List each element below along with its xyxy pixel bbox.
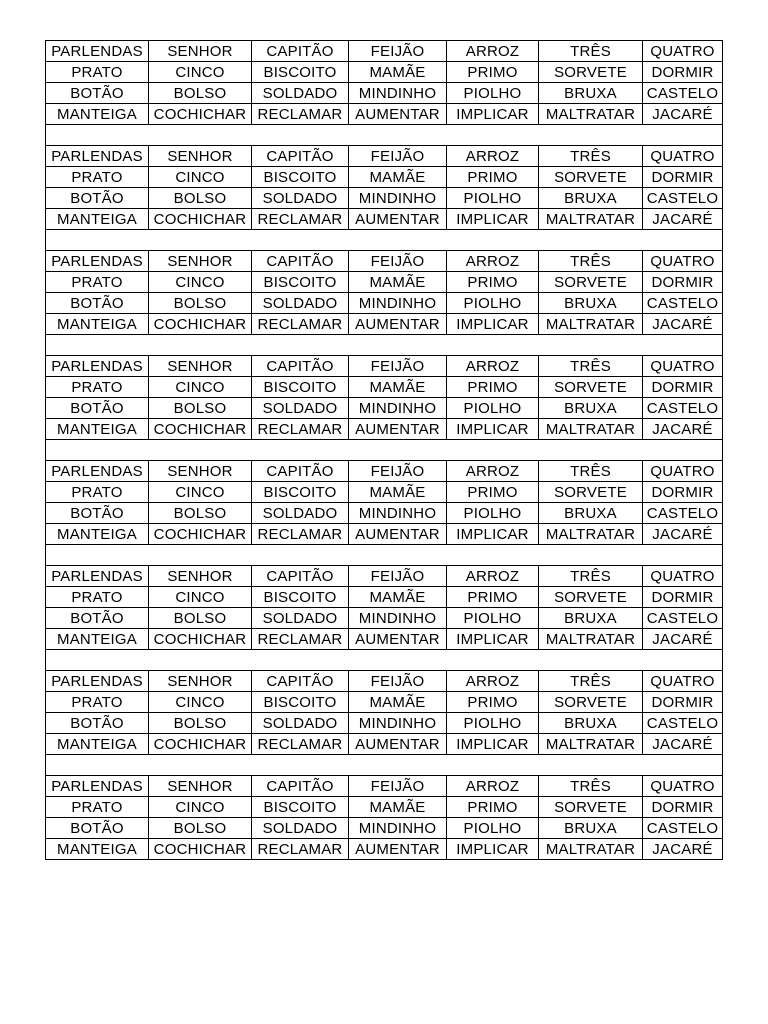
word-cell: IMPLICAR — [447, 524, 539, 545]
word-cell: TRÊS — [539, 356, 643, 377]
word-row — [46, 293, 723, 314]
word-cell: FEIJÃO — [349, 146, 447, 167]
word-cell: AUMENTAR — [349, 104, 447, 125]
word-cell: PRATO — [46, 377, 149, 398]
word-cell: BISCOITO — [252, 377, 349, 398]
word-row — [46, 608, 723, 629]
word-cell: PRIMO — [447, 482, 539, 503]
word-cell: CAPITÃO — [252, 251, 349, 272]
word-cell: IMPLICAR — [447, 734, 539, 755]
word-cell: MANTEIGA — [46, 314, 149, 335]
word-cell: SENHOR — [149, 671, 252, 692]
word-cell: AUMENTAR — [349, 314, 447, 335]
word-table-body — [46, 41, 723, 860]
word-cell: ARROZ — [447, 461, 539, 482]
word-cell: BOTÃO — [46, 818, 149, 839]
word-cell: CINCO — [149, 167, 252, 188]
word-cell: PARLENDAS — [46, 356, 149, 377]
word-cell: SENHOR — [149, 251, 252, 272]
word-cell: CINCO — [149, 377, 252, 398]
word-cell: QUATRO — [643, 566, 723, 587]
word-cell: BOTÃO — [46, 713, 149, 734]
word-cell: PIOLHO — [447, 713, 539, 734]
word-cell: JACARÉ — [643, 839, 723, 860]
word-row — [46, 419, 723, 440]
spacer-row — [46, 545, 723, 566]
word-cell: CASTELO — [643, 713, 723, 734]
word-cell: MAMÃE — [349, 587, 447, 608]
word-cell: BOTÃO — [46, 503, 149, 524]
word-cell: MANTEIGA — [46, 419, 149, 440]
word-cell: PRIMO — [447, 272, 539, 293]
word-cell: PIOLHO — [447, 83, 539, 104]
word-cell: SORVETE — [539, 377, 643, 398]
word-sheet — [45, 40, 722, 860]
word-cell: JACARÉ — [643, 734, 723, 755]
word-cell: MANTEIGA — [46, 104, 149, 125]
word-cell: COCHICHAR — [149, 209, 252, 230]
word-cell: SOLDADO — [252, 188, 349, 209]
word-cell: QUATRO — [643, 461, 723, 482]
word-row — [46, 503, 723, 524]
word-cell: AUMENTAR — [349, 524, 447, 545]
word-cell: SORVETE — [539, 587, 643, 608]
word-row — [46, 692, 723, 713]
word-cell: PRATO — [46, 797, 149, 818]
word-cell: JACARÉ — [643, 629, 723, 650]
word-cell: CAPITÃO — [252, 146, 349, 167]
word-cell: PRATO — [46, 692, 149, 713]
word-cell: BOLSO — [149, 293, 252, 314]
word-cell: MINDINHO — [349, 293, 447, 314]
word-cell: MANTEIGA — [46, 209, 149, 230]
word-cell: RECLAMAR — [252, 104, 349, 125]
word-cell: IMPLICAR — [447, 314, 539, 335]
word-cell: CINCO — [149, 62, 252, 83]
spacer-row — [46, 335, 723, 356]
word-cell: COCHICHAR — [149, 524, 252, 545]
word-cell: MINDINHO — [349, 83, 447, 104]
word-row — [46, 167, 723, 188]
word-cell: FEIJÃO — [349, 671, 447, 692]
word-cell: JACARÉ — [643, 524, 723, 545]
word-cell: DORMIR — [643, 482, 723, 503]
word-cell: PIOLHO — [447, 188, 539, 209]
word-row — [46, 41, 723, 62]
word-cell: BOTÃO — [46, 398, 149, 419]
word-cell: ARROZ — [447, 356, 539, 377]
word-row — [46, 566, 723, 587]
word-cell: COCHICHAR — [149, 734, 252, 755]
spacer-cell — [46, 230, 723, 251]
word-cell: ARROZ — [447, 671, 539, 692]
word-cell: TRÊS — [539, 566, 643, 587]
word-cell: PRIMO — [447, 692, 539, 713]
word-cell: SOLDADO — [252, 293, 349, 314]
word-cell: MAMÃE — [349, 272, 447, 293]
word-row — [46, 818, 723, 839]
word-row — [46, 797, 723, 818]
word-cell: SOLDADO — [252, 818, 349, 839]
word-cell: RECLAMAR — [252, 209, 349, 230]
word-cell: DORMIR — [643, 62, 723, 83]
word-cell: ARROZ — [447, 776, 539, 797]
word-cell: SENHOR — [149, 776, 252, 797]
word-cell: COCHICHAR — [149, 629, 252, 650]
word-cell: PRATO — [46, 272, 149, 293]
word-cell: TRÊS — [539, 251, 643, 272]
word-cell: CASTELO — [643, 83, 723, 104]
word-cell: SORVETE — [539, 62, 643, 83]
word-cell: IMPLICAR — [447, 419, 539, 440]
word-cell: PRATO — [46, 62, 149, 83]
word-cell: PRIMO — [447, 797, 539, 818]
word-cell: TRÊS — [539, 671, 643, 692]
word-row — [46, 356, 723, 377]
spacer-row — [46, 230, 723, 251]
spacer-cell — [46, 440, 723, 461]
word-cell: FEIJÃO — [349, 41, 447, 62]
word-cell: SORVETE — [539, 797, 643, 818]
word-cell: MALTRATAR — [539, 734, 643, 755]
word-cell: MALTRATAR — [539, 419, 643, 440]
word-cell: COCHICHAR — [149, 104, 252, 125]
word-cell: PRATO — [46, 482, 149, 503]
word-cell: COCHICHAR — [149, 419, 252, 440]
word-row — [46, 524, 723, 545]
word-cell: PARLENDAS — [46, 146, 149, 167]
word-cell: CAPITÃO — [252, 671, 349, 692]
word-cell: MINDINHO — [349, 503, 447, 524]
word-cell: IMPLICAR — [447, 839, 539, 860]
word-cell: DORMIR — [643, 587, 723, 608]
word-cell: BISCOITO — [252, 272, 349, 293]
word-row — [46, 209, 723, 230]
word-cell: FEIJÃO — [349, 251, 447, 272]
word-cell: CINCO — [149, 272, 252, 293]
word-cell: IMPLICAR — [447, 209, 539, 230]
word-cell: PARLENDAS — [46, 41, 149, 62]
word-cell: QUATRO — [643, 251, 723, 272]
word-cell: MALTRATAR — [539, 839, 643, 860]
word-cell: SENHOR — [149, 461, 252, 482]
word-cell: ARROZ — [447, 146, 539, 167]
word-cell: PIOLHO — [447, 398, 539, 419]
spacer-row — [46, 440, 723, 461]
word-row — [46, 104, 723, 125]
word-cell: BOLSO — [149, 398, 252, 419]
word-cell: BRUXA — [539, 503, 643, 524]
word-cell: MAMÃE — [349, 377, 447, 398]
word-cell: CINCO — [149, 482, 252, 503]
word-cell: BRUXA — [539, 608, 643, 629]
word-row — [46, 587, 723, 608]
word-cell: SORVETE — [539, 167, 643, 188]
word-cell: CASTELO — [643, 398, 723, 419]
word-cell: BOTÃO — [46, 608, 149, 629]
word-cell: BISCOITO — [252, 797, 349, 818]
word-cell: BRUXA — [539, 188, 643, 209]
word-cell: SORVETE — [539, 272, 643, 293]
word-cell: BISCOITO — [252, 62, 349, 83]
word-cell: QUATRO — [643, 776, 723, 797]
word-cell: SORVETE — [539, 482, 643, 503]
word-cell: BOLSO — [149, 188, 252, 209]
word-cell: SOLDADO — [252, 83, 349, 104]
word-cell: FEIJÃO — [349, 776, 447, 797]
word-cell: BOTÃO — [46, 293, 149, 314]
word-cell: BOTÃO — [46, 83, 149, 104]
spacer-row — [46, 125, 723, 146]
word-cell: TRÊS — [539, 41, 643, 62]
word-cell: SOLDADO — [252, 503, 349, 524]
word-row — [46, 62, 723, 83]
word-cell: BRUXA — [539, 83, 643, 104]
word-cell: BISCOITO — [252, 692, 349, 713]
word-cell: SENHOR — [149, 41, 252, 62]
word-cell: BRUXA — [539, 398, 643, 419]
word-cell: SOLDADO — [252, 608, 349, 629]
word-cell: SENHOR — [149, 566, 252, 587]
spacer-cell — [46, 335, 723, 356]
word-cell: MALTRATAR — [539, 209, 643, 230]
word-cell: SOLDADO — [252, 398, 349, 419]
word-cell: PIOLHO — [447, 608, 539, 629]
word-cell: PRIMO — [447, 167, 539, 188]
word-row — [46, 377, 723, 398]
word-cell: RECLAMAR — [252, 524, 349, 545]
word-cell: RECLAMAR — [252, 419, 349, 440]
word-cell: MAMÃE — [349, 482, 447, 503]
word-cell: CINCO — [149, 692, 252, 713]
word-cell: PARLENDAS — [46, 776, 149, 797]
word-cell: CASTELO — [643, 608, 723, 629]
spacer-cell — [46, 545, 723, 566]
word-cell: MAMÃE — [349, 797, 447, 818]
word-cell: FEIJÃO — [349, 356, 447, 377]
word-table — [45, 40, 723, 860]
word-row — [46, 671, 723, 692]
word-cell: PIOLHO — [447, 503, 539, 524]
word-cell: SENHOR — [149, 146, 252, 167]
word-row — [46, 188, 723, 209]
word-cell: PRIMO — [447, 377, 539, 398]
word-row — [46, 713, 723, 734]
word-cell: CAPITÃO — [252, 776, 349, 797]
word-cell: BRUXA — [539, 818, 643, 839]
word-cell: BOLSO — [149, 608, 252, 629]
spacer-row — [46, 650, 723, 671]
word-cell: FEIJÃO — [349, 566, 447, 587]
word-cell: PARLENDAS — [46, 461, 149, 482]
word-cell: AUMENTAR — [349, 734, 447, 755]
spacer-cell — [46, 755, 723, 776]
spacer-cell — [46, 125, 723, 146]
word-row — [46, 251, 723, 272]
word-row — [46, 398, 723, 419]
word-cell: BOLSO — [149, 83, 252, 104]
word-cell: AUMENTAR — [349, 209, 447, 230]
word-cell: RECLAMAR — [252, 629, 349, 650]
word-cell: CAPITÃO — [252, 461, 349, 482]
word-cell: CINCO — [149, 587, 252, 608]
word-cell: DORMIR — [643, 377, 723, 398]
word-cell: MANTEIGA — [46, 734, 149, 755]
word-cell: DORMIR — [643, 692, 723, 713]
word-cell: PRIMO — [447, 587, 539, 608]
word-cell: DORMIR — [643, 272, 723, 293]
word-cell: MAMÃE — [349, 167, 447, 188]
word-row — [46, 776, 723, 797]
word-cell: IMPLICAR — [447, 104, 539, 125]
word-cell: MINDINHO — [349, 188, 447, 209]
word-cell: PARLENDAS — [46, 671, 149, 692]
word-cell: SORVETE — [539, 692, 643, 713]
word-cell: BRUXA — [539, 293, 643, 314]
word-cell: RECLAMAR — [252, 734, 349, 755]
word-cell: PIOLHO — [447, 293, 539, 314]
word-cell: AUMENTAR — [349, 419, 447, 440]
word-cell: MINDINHO — [349, 713, 447, 734]
word-cell: CAPITÃO — [252, 566, 349, 587]
word-cell: CAPITÃO — [252, 41, 349, 62]
word-cell: CASTELO — [643, 503, 723, 524]
word-row — [46, 734, 723, 755]
word-cell: PARLENDAS — [46, 566, 149, 587]
word-cell: RECLAMAR — [252, 839, 349, 860]
word-cell: PRIMO — [447, 62, 539, 83]
word-cell: PRATO — [46, 167, 149, 188]
word-cell: DORMIR — [643, 797, 723, 818]
word-row — [46, 314, 723, 335]
word-cell: PRATO — [46, 587, 149, 608]
spacer-cell — [46, 650, 723, 671]
word-cell: MANTEIGA — [46, 524, 149, 545]
word-cell: MALTRATAR — [539, 104, 643, 125]
word-cell: DORMIR — [643, 167, 723, 188]
word-cell: BOLSO — [149, 503, 252, 524]
word-cell: ARROZ — [447, 41, 539, 62]
word-cell: QUATRO — [643, 356, 723, 377]
word-cell: ARROZ — [447, 251, 539, 272]
word-cell: TRÊS — [539, 146, 643, 167]
word-cell: BOLSO — [149, 713, 252, 734]
word-row — [46, 146, 723, 167]
word-row — [46, 461, 723, 482]
word-cell: PARLENDAS — [46, 251, 149, 272]
word-cell: MANTEIGA — [46, 839, 149, 860]
word-cell: MAMÃE — [349, 62, 447, 83]
word-cell: BISCOITO — [252, 482, 349, 503]
word-cell: BOLSO — [149, 818, 252, 839]
word-cell: TRÊS — [539, 776, 643, 797]
word-cell: JACARÉ — [643, 314, 723, 335]
word-row — [46, 629, 723, 650]
word-cell: BOTÃO — [46, 188, 149, 209]
word-cell: QUATRO — [643, 146, 723, 167]
word-cell: BRUXA — [539, 713, 643, 734]
word-cell: MALTRATAR — [539, 314, 643, 335]
word-cell: CASTELO — [643, 818, 723, 839]
word-cell: MALTRATAR — [539, 524, 643, 545]
word-cell: ARROZ — [447, 566, 539, 587]
word-cell: SOLDADO — [252, 713, 349, 734]
word-cell: JACARÉ — [643, 104, 723, 125]
word-cell: TRÊS — [539, 461, 643, 482]
word-cell: MANTEIGA — [46, 629, 149, 650]
word-cell: AUMENTAR — [349, 629, 447, 650]
spacer-row — [46, 755, 723, 776]
word-cell: MINDINHO — [349, 398, 447, 419]
word-cell: JACARÉ — [643, 209, 723, 230]
word-row — [46, 839, 723, 860]
word-cell: COCHICHAR — [149, 839, 252, 860]
word-cell: CINCO — [149, 797, 252, 818]
word-cell: CASTELO — [643, 293, 723, 314]
word-cell: AUMENTAR — [349, 839, 447, 860]
word-cell: QUATRO — [643, 671, 723, 692]
word-row — [46, 272, 723, 293]
word-cell: CASTELO — [643, 188, 723, 209]
word-cell: BISCOITO — [252, 167, 349, 188]
word-cell: PIOLHO — [447, 818, 539, 839]
word-cell: CAPITÃO — [252, 356, 349, 377]
word-cell: FEIJÃO — [349, 461, 447, 482]
word-cell: RECLAMAR — [252, 314, 349, 335]
word-cell: COCHICHAR — [149, 314, 252, 335]
word-cell: BISCOITO — [252, 587, 349, 608]
word-cell: MINDINHO — [349, 608, 447, 629]
word-cell: MINDINHO — [349, 818, 447, 839]
word-cell: MALTRATAR — [539, 629, 643, 650]
word-cell: JACARÉ — [643, 419, 723, 440]
word-cell: QUATRO — [643, 41, 723, 62]
word-cell: IMPLICAR — [447, 629, 539, 650]
word-cell: MAMÃE — [349, 692, 447, 713]
word-cell: SENHOR — [149, 356, 252, 377]
word-row — [46, 482, 723, 503]
word-row — [46, 83, 723, 104]
